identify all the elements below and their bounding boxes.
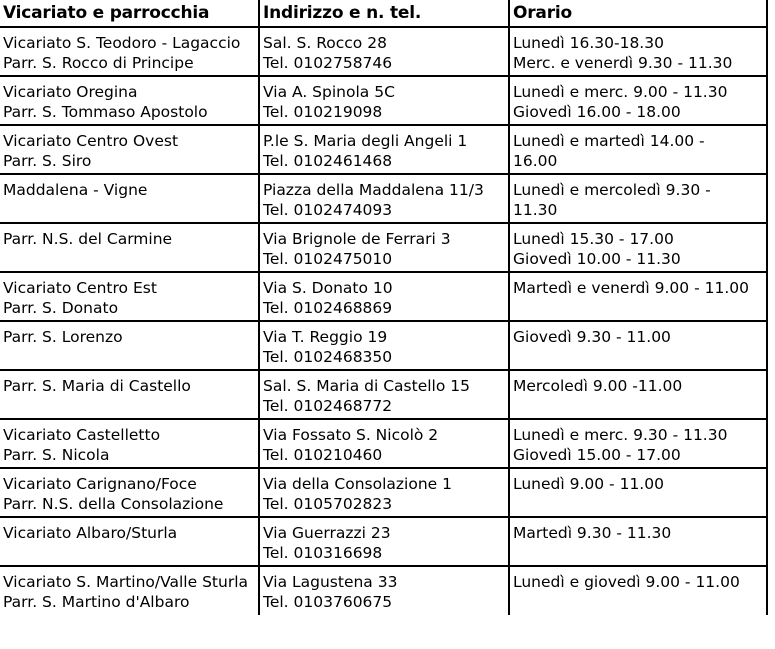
hours-cell (509, 468, 767, 517)
table-row (0, 76, 767, 125)
parish-line: Parr. S. Donato (3, 298, 119, 317)
table-row (0, 125, 767, 174)
parish-cell (0, 370, 259, 419)
address-line: Tel. 010210460 (263, 445, 383, 464)
parish-cell (0, 419, 259, 468)
address-cell (259, 272, 509, 321)
hours-line: Lunedì e merc. 9.00 - 11.30 (513, 83, 728, 101)
hours-cell (509, 223, 767, 272)
hours-line: Lunedì e giovedì 9.00 - 11.00 (513, 573, 740, 591)
parish-line: Parr. S. Tommaso Apostolo (3, 102, 208, 121)
parish-line: Maddalena - Vigne (3, 181, 148, 199)
parish-line: Vicariato Castelletto (3, 426, 161, 444)
address-line: Tel. 0102468772 (263, 396, 393, 415)
parish-cell (0, 27, 259, 76)
hours-line: Giovedì 16.00 - 18.00 (513, 102, 681, 121)
address-line: P.le S. Maria degli Angeli 1 (263, 132, 468, 150)
address-cell (259, 174, 509, 223)
table-row (0, 272, 767, 321)
table-row (0, 370, 767, 419)
hours-cell (509, 419, 767, 468)
hours-line: Martedì e venerdì 9.00 - 11.00 (513, 279, 749, 297)
parish-line: Vicariato Centro Est (3, 279, 157, 297)
parish-line: Parr. S. Lorenzo (3, 328, 123, 346)
address-line: Piazza della Maddalena 11/3 (263, 181, 484, 199)
address-line: Tel. 0105702823 (263, 494, 393, 513)
hours-line: Lunedì 15.30 - 17.00 (513, 230, 674, 248)
table-row (0, 419, 767, 468)
address-line: Via Guerrazzi 23 (263, 524, 391, 542)
parish-line: Parr. N.S. del Carmine (3, 230, 173, 248)
parish-line: Vicariato Centro Ovest (3, 132, 179, 150)
address-cell (259, 223, 509, 272)
hours-line: Lunedì 9.00 - 11.00 (513, 475, 664, 493)
hours-line: Lunedì e mercoledì 9.30 - (513, 181, 711, 199)
parish-line: Vicariato S. Martino/Valle Sturla (3, 573, 248, 591)
address-line: Tel. 0102475010 (263, 249, 393, 268)
table-row (0, 321, 767, 370)
header-address: Indirizzo e n. tel. (259, 0, 509, 27)
table-row (0, 566, 767, 615)
address-line: Via Fossato S. Nicolò 2 (263, 426, 439, 444)
address-line: Tel. 0102474093 (263, 200, 393, 219)
parish-cell (0, 468, 259, 517)
hours-line: 11.30 (513, 200, 558, 219)
hours-line: Lunedì e merc. 9.30 - 11.30 (513, 426, 728, 444)
parish-line: Parr. S. Martino d'Albaro (3, 592, 190, 611)
hours-line: Martedì 9.30 - 11.30 (513, 524, 672, 542)
parish-line: Vicariato Oregina (3, 83, 138, 101)
address-cell (259, 27, 509, 76)
hours-line: Lunedì e martedì 14.00 - (513, 132, 705, 150)
hours-line: Mercoledì 9.00 -11.00 (513, 377, 683, 395)
table-row (0, 517, 767, 566)
parish-cell (0, 517, 259, 566)
parish-line: Parr. S. Maria di Castello (3, 377, 191, 395)
parish-line: Vicariato Albaro/Sturla (3, 524, 178, 542)
address-line: Sal. S. Rocco 28 (263, 34, 387, 52)
header-parish: Vicariato e parrocchia (0, 0, 259, 27)
address-line: Via Lagustena 33 (263, 573, 398, 591)
address-line: Via T. Reggio 19 (263, 328, 388, 346)
address-line: Via della Consolazione 1 (263, 475, 452, 493)
address-cell (259, 370, 509, 419)
address-line: Tel. 0102468350 (263, 347, 393, 366)
table-row (0, 27, 767, 76)
header-row (0, 0, 767, 27)
address-line: Tel. 010316698 (263, 543, 383, 562)
hours-cell (509, 27, 767, 76)
address-cell (259, 125, 509, 174)
hours-line: Giovedì 9.30 - 11.00 (513, 328, 671, 346)
hours-cell (509, 370, 767, 419)
parish-line: Vicariato S. Teodoro - Lagaccio (3, 34, 241, 52)
hours-cell (509, 174, 767, 223)
hours-cell (509, 272, 767, 321)
parish-cell (0, 223, 259, 272)
hours-line: Lunedì 16.30-18.30 (513, 34, 664, 52)
header-hours: Orario (509, 0, 767, 27)
hours-cell (509, 517, 767, 566)
parish-cell (0, 321, 259, 370)
parish-cell (0, 125, 259, 174)
hours-cell (509, 566, 767, 615)
address-line: Via A. Spinola 5C (263, 83, 395, 101)
hours-cell (509, 76, 767, 125)
address-line: Tel. 010219098 (263, 102, 383, 121)
parish-line: Parr. S. Nicola (3, 445, 110, 464)
address-cell (259, 419, 509, 468)
address-cell (259, 76, 509, 125)
parish-cell (0, 272, 259, 321)
hours-line: Merc. e venerdì 9.30 - 11.30 (513, 53, 733, 72)
hours-line: Giovedì 10.00 - 11.30 (513, 249, 681, 268)
hours-line: 16.00 (513, 151, 558, 170)
address-line: Tel. 0102468869 (263, 298, 393, 317)
table-row (0, 223, 767, 272)
parish-line: Vicariato Carignano/Foce (3, 475, 197, 493)
address-cell (259, 321, 509, 370)
parish-line: Parr. S. Siro (3, 151, 92, 170)
address-cell (259, 468, 509, 517)
address-line: Via S. Donato 10 (263, 279, 393, 297)
hours-cell (509, 321, 767, 370)
hours-cell (509, 125, 767, 174)
parish-line: Parr. S. Rocco di Principe (3, 53, 194, 72)
table-row (0, 468, 767, 517)
address-line: Tel. 0102461468 (263, 151, 393, 170)
address-line: Via Brignole de Ferrari 3 (263, 230, 451, 248)
hours-line: Giovedì 15.00 - 17.00 (513, 445, 681, 464)
address-line: Tel. 0103760675 (263, 592, 393, 611)
address-line: Sal. S. Maria di Castello 15 (263, 377, 470, 395)
parish-line: Parr. N.S. della Consolazione (3, 494, 224, 513)
parish-cell (0, 566, 259, 615)
parish-cell (0, 174, 259, 223)
table-row (0, 174, 767, 223)
address-cell (259, 517, 509, 566)
address-line: Tel. 0102758746 (263, 53, 393, 72)
address-cell (259, 566, 509, 615)
parish-cell (0, 76, 259, 125)
